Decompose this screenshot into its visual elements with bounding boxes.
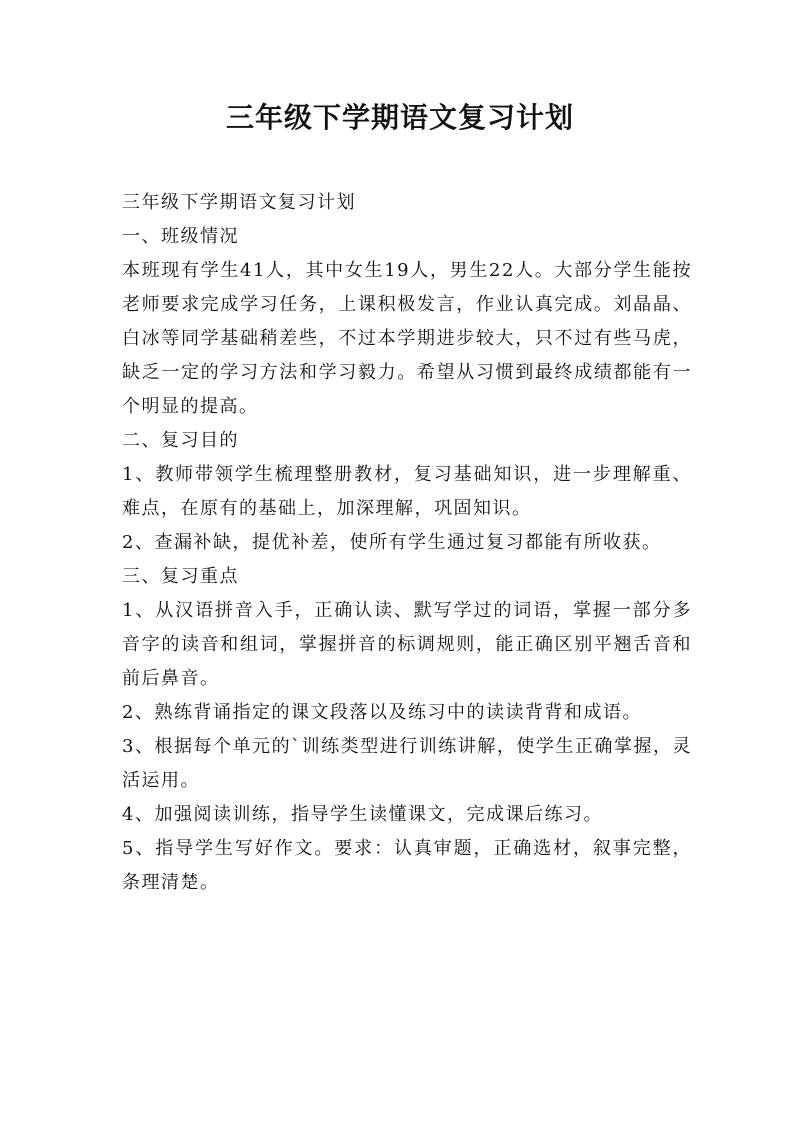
review-focus-item-5: 5、指导学生写好作文。要求：认真审题，正确选材，叙事完整，条理清楚。 (122, 838, 692, 893)
review-focus-item-4: 4、加强阅读训练，指导学生读懂课文，完成课后练习。 (122, 804, 603, 825)
body-heading: 三年级下学期语文复习计划 (122, 192, 356, 213)
review-focus-item-3: 3、根据每个单元的`训练类型进行训练讲解，使学生正确掌握，灵活运用。 (122, 736, 692, 791)
section-heading-review-focus: 三、复习重点 (122, 566, 239, 587)
review-purpose-item-2: 2、查漏补缺，提优补差，使所有学生通过复习都能有所收获。 (122, 532, 662, 553)
class-situation-paragraph: 本班现有学生41人，其中女生19人，男生22人。大部分学生能按老师要求完成学习任务，上课积极发言，作业认真完成。刘晶晶、白冰等同学基础稍差些，不过本学期进步较大，只不过有些马虎，缺乏一定的学习方法和学习毅力。希望从习惯到最终成绩都能有一个明显的提高。 (122, 260, 692, 417)
document-body (122, 186, 692, 900)
review-focus-item-2: 2、熟练背诵指定的课文段落以及练习中的读读背背和成语。 (122, 702, 642, 723)
review-focus-item-1: 1、从汉语拼音入手，正确认读、默写学过的词语，掌握一部分多音字的读音和组词，掌握拼音的标调规则，能正确区别平翘舌音和前后鼻音。 (122, 600, 692, 689)
document-title: 三年级下学期语文复习计划 (225, 101, 574, 134)
review-purpose-item-1: 1、教师带领学生梳理整册教材，复习基础知识，进一步理解重、难点，在原有的基础上，加深理解，巩固知识。 (122, 464, 692, 519)
section-heading-class-situation: 一、班级情况 (122, 226, 239, 247)
section-heading-review-purpose: 二、复习目的 (122, 430, 239, 451)
